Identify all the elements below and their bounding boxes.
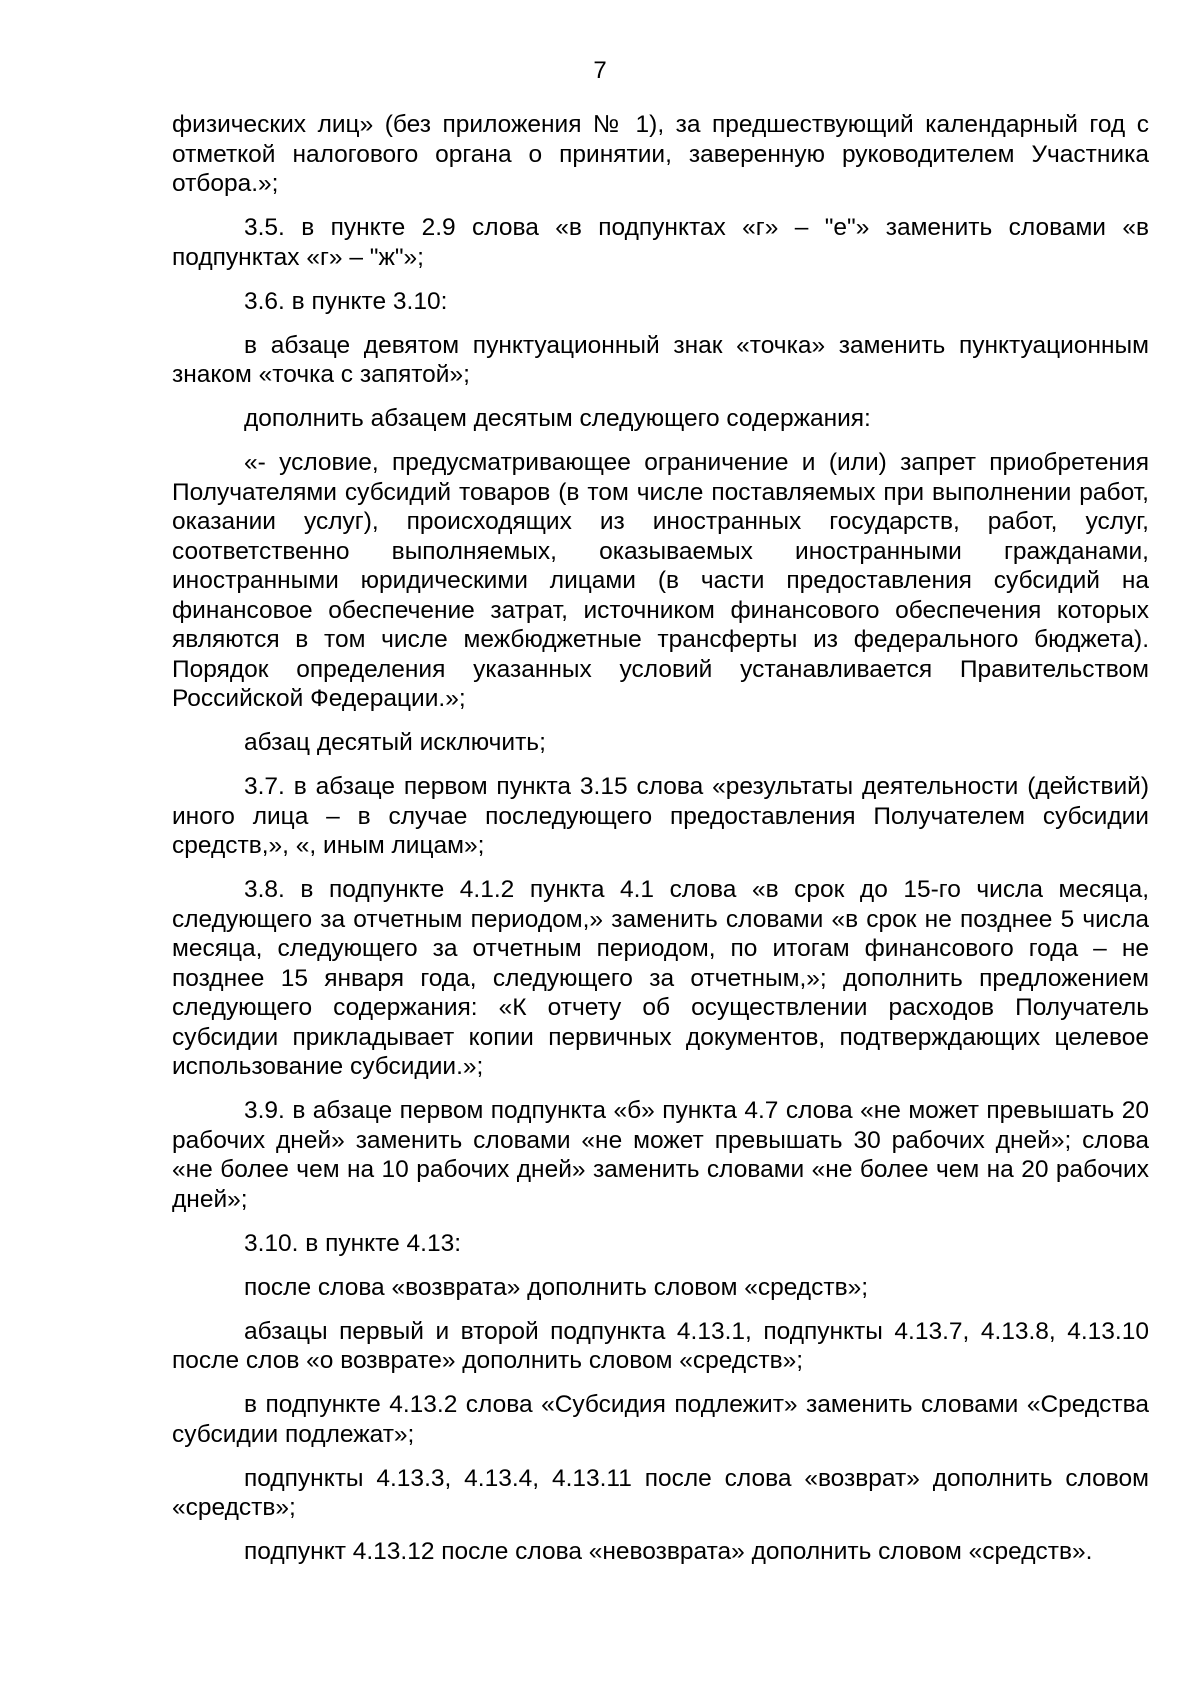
paragraph-3-6-condition-text: «- условие, предусматривающее ограничение и (или) запрет приобретения Получателями субсидий товаров (в том числе поставляемых при выполнении работ, оказании услуг), происходящих из иностранных государств, работ, услуг, соответственно выполняемых, оказываемых иностранными гражданами, иностранными юридическими лицами (в части предоставления субсидий на финансовое обеспечение затрат, источником финансового обеспечения которых являются в том числе межбюджетные трансферты из федерального бюджета). Порядок определения указанных условий устанавливается Правительством Российской Федерации.»; xyxy=(172,449,1149,712)
paragraph-3-10-subitems-3: подпункты 4.13.3, 4.13.4, 4.13.11 после слова «возврат» дополнить словом «средств»; xyxy=(172,1464,1149,1521)
page-number: 7 xyxy=(593,57,607,84)
paragraph-continuation: физических лиц» (без приложения № 1), за предшествующий календарный год с отметкой налогового органа о принятии, заверенную руководителем Участника отбора.»; xyxy=(172,111,1149,197)
document-body xyxy=(172,110,1149,1581)
paragraph-3-10-subitem-12: подпункт 4.13.12 после слова «невозврата» дополнить словом «средств». xyxy=(244,1538,1093,1565)
paragraph-3-10-subitems-1: абзацы первый и второй подпункта 4.13.1, подпункты 4.13.7, 4.13.8, 4.13.10 после слов «о возврате» дополнить словом «средств»; xyxy=(172,1317,1149,1374)
paragraph-3-10-subitem-2: в подпункте 4.13.2 слова «Субсидия подлежит» заменить словами «Средства субсидии подлежат»; xyxy=(172,1391,1149,1448)
paragraph-item-3-10: 3.10. в пункте 4.13: xyxy=(244,1229,462,1257)
paragraph-3-6-ninth: в абзаце девятом пунктуационный знак «точка» заменить пунктуационным знаком «точка с запятой»; xyxy=(172,331,1149,388)
paragraph-item-3-5: 3.5. в пункте 2.9 слова «в подпунктах «г» – "е"» заменить словами «в подпунктах «г» – "ж"»; xyxy=(172,214,1149,271)
paragraph-3-6-exclude-tenth: абзац десятый исключить; xyxy=(244,729,546,756)
paragraph-3-6-add-tenth: дополнить абзацем десятым следующего содержания: xyxy=(244,405,871,432)
paragraph-3-10-return: после слова «возврата» дополнить словом «средств»; xyxy=(244,1273,869,1301)
paragraph-item-3-6: 3.6. в пункте 3.10: xyxy=(244,287,448,315)
paragraph-item-3-7: 3.7. в абзаце первом пункта 3.15 слова «результаты деятельности (действий) иного лица – в случае последующего предоставления Получателем субсидии средств,», «, иным лицам»; xyxy=(172,773,1149,859)
paragraph-item-3-8: 3.8. в подпункте 4.1.2 пункта 4.1 слова «в срок до 15-го числа месяца, следующего за отчетным периодом,» заменить словами «в срок не позднее 5 числа месяца, следующего за отчетным периодом, по итогам финансового года – не позднее 15 января года, следующего за отчетным,»; дополнить предложением следующего содержания: «К отчету об осуществлении расходов Получатель субсидии прикладывает копии первичных документов, подтверждающих целевое использование субсидии.»; xyxy=(172,876,1149,1080)
paragraph-item-3-9: 3.9. в абзаце первом подпункта «б» пункта 4.7 слова «не может превышать 20 рабочих дней» заменить словами «не может превышать 30 рабочих дней»; слова «не более чем на 10 рабочих дней» заменить словами «не более чем на 20 рабочих дней»; xyxy=(172,1097,1149,1213)
